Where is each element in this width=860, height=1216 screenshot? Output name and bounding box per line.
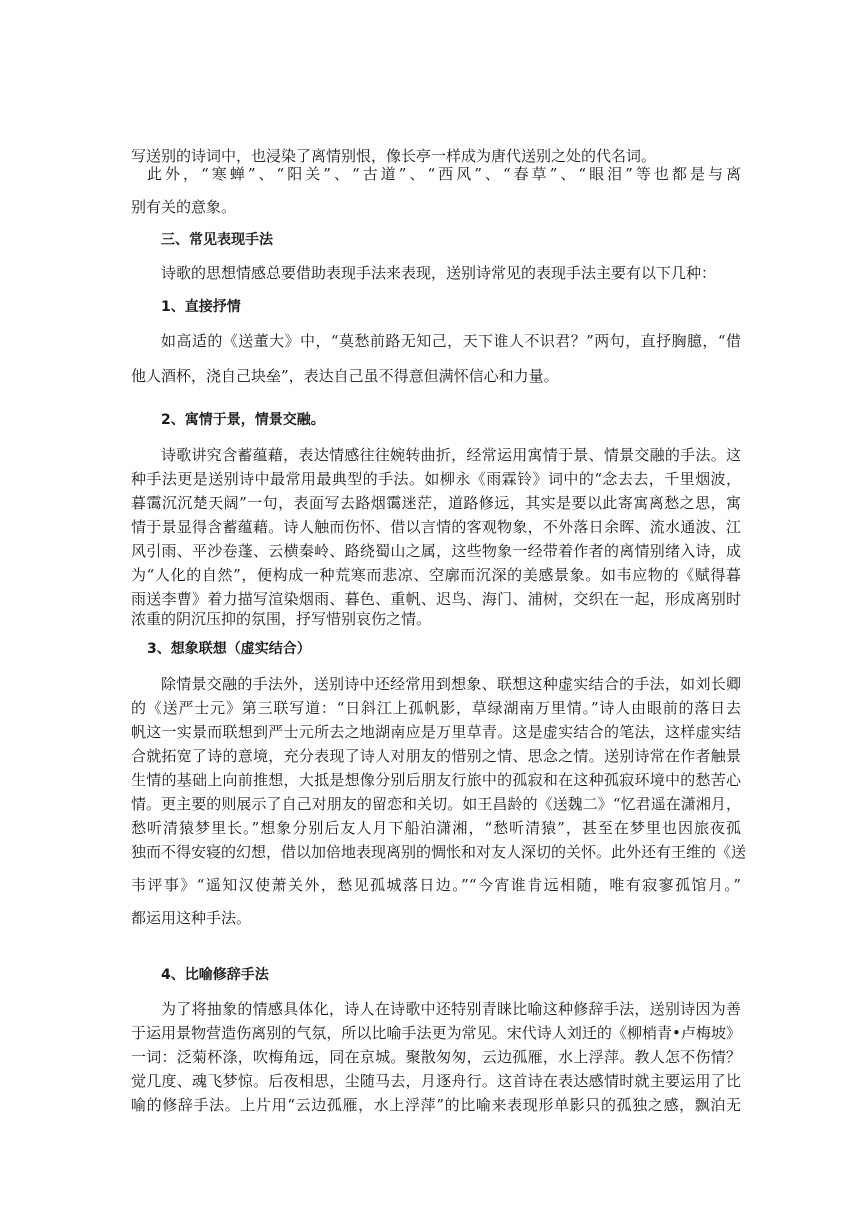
paragraph-line: 雨送李曹》着力描写渲染烟雨、暮色、重帆、迟鸟、海门、浦树，交织在一起，形成离别时 [131,590,741,608]
paragraph-line: 诗歌讲究含蓄蕴藉，表达情感往往婉转曲折，经常运用寓情于景、情景交融的手法。这 [161,446,741,464]
paragraph-line: 生情的基础上向前推想，大抵是想像分别后朋友行旅中的孤寂和在这种孤寂环境中的愁苦心 [131,771,741,789]
subsection-heading: 1、直接抒情 [161,299,241,315]
paragraph-line: 合就拓宽了诗的意境，充分表现了诗人对朋友的惜别之情、思念之情。送别诗常在作者触景 [131,747,741,765]
paragraph-line: 写送别的诗词中，也浸染了离情别恨，像长亭一样成为唐代送别之处的代名词。 [131,147,657,165]
paragraph-line: 别有关的意象。 [131,198,237,216]
paragraph-line: 愁听清猿梦里长。”想象分别后友人月下船泊潇湘，“愁听清猿”，甚至在梦里也因旅夜孤 [131,819,741,837]
paragraph-line: 喻的修辞手法。上片用“云边孤雁，水上浮萍”的比喻来表现形单影只的孤独之感，飘泊无 [131,1096,741,1114]
paragraph-line: 独而不得安寝的幻想，借以加倍地表现离别的惆怅和对友人深切的关怀。此外还有王维的《送 [131,843,747,861]
paragraph-line: 帆这一实景而联想到严士元所去之地湖南应是万里草青。这是虚实结合的笔法，这样虚实结 [131,723,741,741]
paragraph-line: 浓重的阴沉压抑的氛围，抒写惜别哀伤之情。 [131,610,432,628]
paragraph-line: 此外，“寒蝉”、“阳关”、“古道”、“西风”、“春草”、“眼泪”等也都是与离 [147,165,741,183]
paragraph-line: 为了将抽象的情感具体化，诗人在诗歌中还特别青睐比喻这种修辞手法，送别诗因为善 [161,1000,741,1018]
subsection-heading: 4、比喻修辞手法 [161,967,269,983]
paragraph-line: 暮霭沉沉楚天阔”一句，表面写去路烟霭迷茫，道路修远，其实是要以此寄寓离愁之思，寓 [131,494,741,512]
paragraph-line: 为“人化的自然”，便构成一种荒寒而悲凉、空廓而沉深的美感景象。如韦应物的《赋得暮 [131,566,741,584]
paragraph-line: 情。更主要的则展示了自己对朋友的留恋和关切。如王昌龄的《送魏二》“忆君遥在潇湘月， [131,795,741,813]
paragraph-line: 一词：泛菊杯涤，吹梅角远，同在京城。聚散匆匆，云边孤雁，水上浮萍。教人怎不伤情？ [131,1048,741,1066]
paragraph-line: 如高适的《送董大》中，“莫愁前路无知己，天下谁人不识君？”两句，直抒胸臆，“借 [161,332,741,350]
section-heading: 三、常见表现手法 [161,232,273,248]
paragraph-line: 情于景显得含蓄蕴藉。诗人触而伤怀、借以言情的客观物象，不外落日余晖、流水通波、江 [131,518,741,536]
paragraph-line: 除情景交融的手法外，送别诗中还经常用到想象、联想这种虚实结合的手法，如刘长卿 [161,675,741,693]
paragraph-line: 风引雨、平沙卷蓬、云横秦岭、路绕蜀山之属，这些物象一经带着作者的离情别绪入诗，成 [131,542,741,560]
paragraph-line: 都运用这种手法。 [131,909,252,927]
paragraph-line: 的《送严士元》第三联写道：“日斜江上孤帆影，草绿湖南万里情。”诗人由眼前的落日去 [131,699,741,717]
paragraph-line: 韦评事》“遥知汉使萧关外，愁见孤城落日边。”“今宵谁肯远相随，唯有寂寥孤馆月。” [131,876,741,894]
paragraph-line: 觉几度、魂飞梦惊。后夜相思，尘随马去，月逐舟行。这首诗在表达感情时就主要运用了比 [131,1072,741,1090]
paragraph-line: 种手法更是送别诗中最常用最典型的手法。如柳永《雨霖铃》词中的“念去去，千里烟波， [131,470,741,488]
paragraph-line: 诗歌的思想情感总要借助表现手法来表现，送别诗常见的表现手法主要有以下几种： [161,264,717,282]
paragraph-line: 于运用景物营造伤离别的气氛，所以比喻手法更为常见。宋代诗人刘迁的《柳梢青•卢梅坡》 [131,1024,741,1042]
subsection-heading: 3、想象联想（虚实结合） [147,641,311,657]
paragraph-line: 他人酒杯，浇自己块垒”，表达自己虽不得意但满怀信心和力量。 [131,367,559,385]
subsection-heading: 2、寓情于景，情景交融。 [161,412,325,428]
